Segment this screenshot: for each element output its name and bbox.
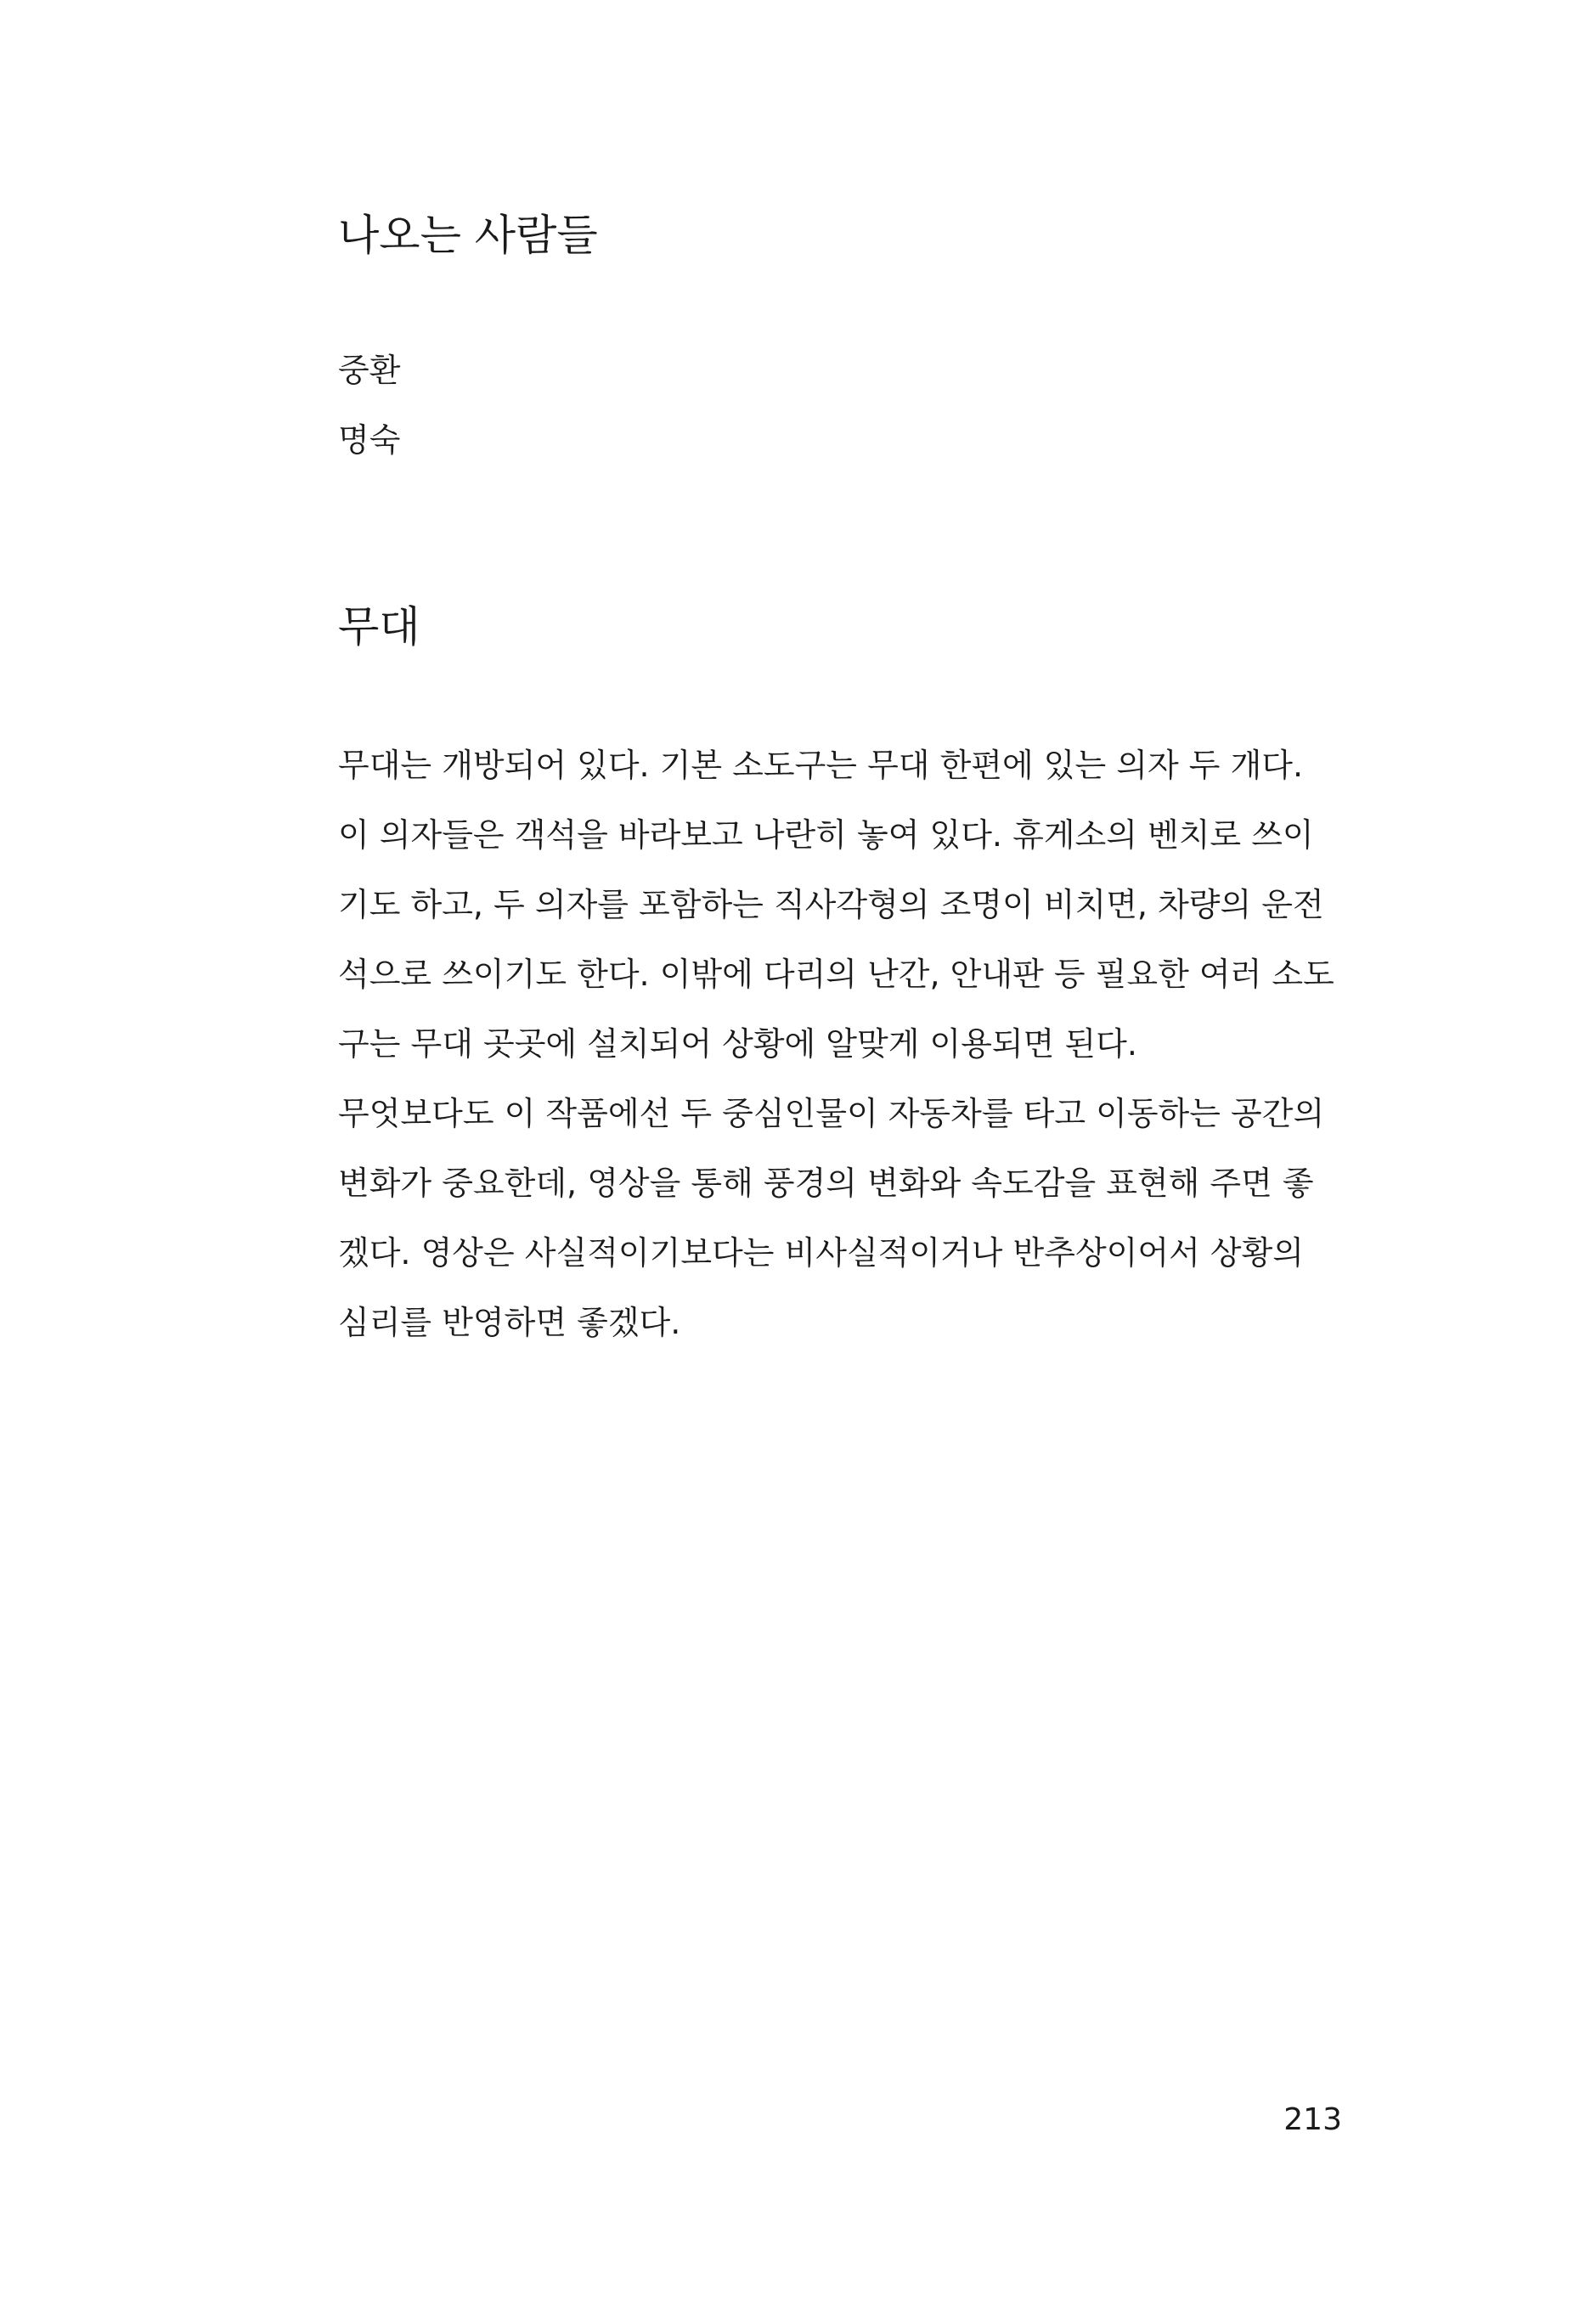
- character-name: 중환: [338, 352, 401, 389]
- stage-description-line: 겠다. 영상은 사실적이기보다는 비사실적이거나 반추상이어서 상황의: [338, 1234, 1305, 1272]
- stage-description-line: 심리를 반영하면 좋겠다.: [338, 1304, 681, 1341]
- stage-description-line: 기도 하고, 두 의자를 포함하는 직사각형의 조명이 비치면, 차량의 운전: [338, 886, 1324, 923]
- stage-description-line: 변화가 중요한데, 영상을 통해 풍경의 변화와 속도감을 표현해 주면 좋: [338, 1165, 1314, 1202]
- characters-heading: 나오는 사람들: [338, 211, 598, 260]
- stage-description-line: 이 의자들은 객석을 바라보고 나란히 놓여 있다. 휴게소의 벤치로 쓰이: [338, 816, 1314, 854]
- stage-description-line: 무대는 개방되어 있다. 기본 소도구는 무대 한편에 있는 의자 두 개다.: [338, 747, 1304, 784]
- stage-description-line: 무엇보다도 이 작품에선 두 중심인물이 자동차를 타고 이동하는 공간의: [338, 1095, 1325, 1132]
- stage-description: [338, 730, 1340, 1357]
- stage-description-line: 석으로 쓰이기도 한다. 이밖에 다리의 난간, 안내판 등 필요한 여러 소도: [338, 956, 1334, 993]
- stage-heading: 무대: [338, 602, 420, 651]
- character-name: 명숙: [338, 421, 401, 459]
- page-number: 213: [1283, 2102, 1342, 2137]
- stage-description-line: 구는 무대 곳곳에 설치되어 상황에 알맞게 이용되면 된다.: [338, 1025, 1137, 1063]
- character-list: [338, 336, 400, 475]
